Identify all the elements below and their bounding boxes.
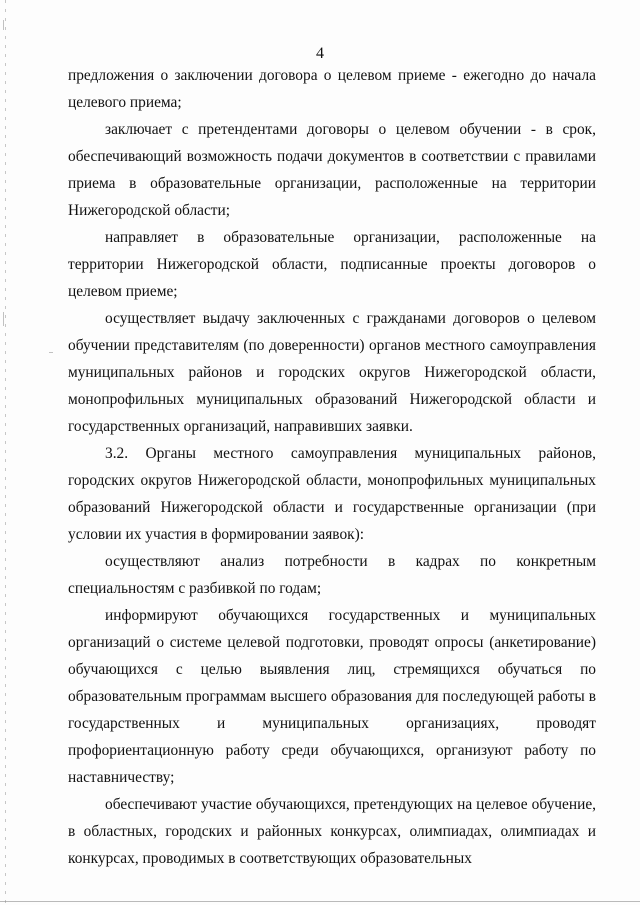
- paragraph: направляет в образовательные организации, расположенные на территории Нижегородской области, подписанные проекты договоров о целевом приеме;: [68, 229, 596, 300]
- paragraph: осуществляет выдачу заключенных с гражданами договоров о целевом обучении представителям (по доверенности) органов местного самоуправления муниципальных районов и городских округов Нижегородской области, монопрофильных муниципальных образований Нижегородской области и государственных организаций, направивших заявки.: [68, 310, 596, 435]
- scan-artifact: [3, 20, 4, 30]
- document-body: [68, 62, 596, 872]
- paragraph: предложения о заключении договора о целевом приеме - ежегодно до начала целевого приема;: [68, 67, 596, 111]
- scan-artifact: [49, 352, 53, 353]
- paragraph: заключает с претендентами договоры о целевом обучении - в срок, обеспечивающий возможность подачи документов в соответствии с правилами приема в образовательные организации, расположенные на территории Нижегородской области;: [68, 121, 596, 219]
- paragraph: 3.2. Органы местного самоуправления муниципальных районов, городских округов Нижегородской области, монопрофильных муниципальных образований Нижегородской области и государственные организации (при условии их участия в формировании заявок):: [68, 445, 596, 543]
- page-number: 4: [316, 45, 324, 62]
- scan-edge-left: [5, 0, 6, 905]
- paragraph: информируют обучающихся государственных и муниципальных организаций о системе целевой подготовки, проводят опросы (анкетирование) обучающихся с целью выявления лиц, стремящихся обучаться по образовательным программам высшего образования для последующей работы в государственных и муниципальных организациях, проводят профориентационную работу среди обучающихся, организуют работу по наставничеству;: [68, 607, 596, 786]
- paragraph: осуществляют анализ потребности в кадрах по конкретным специальностям с разбивкой по годам;: [68, 553, 596, 597]
- scan-artifact: [3, 312, 4, 326]
- paragraph: обеспечивают участие обучающихся, претендующих на целевое обучение, в областных, городских и районных конкурсах, олимпиадах, олимпиадах и конкурсах, проводимых в соответствующих образовательных: [68, 796, 596, 867]
- scan-edge-bottom: [0, 901, 640, 902]
